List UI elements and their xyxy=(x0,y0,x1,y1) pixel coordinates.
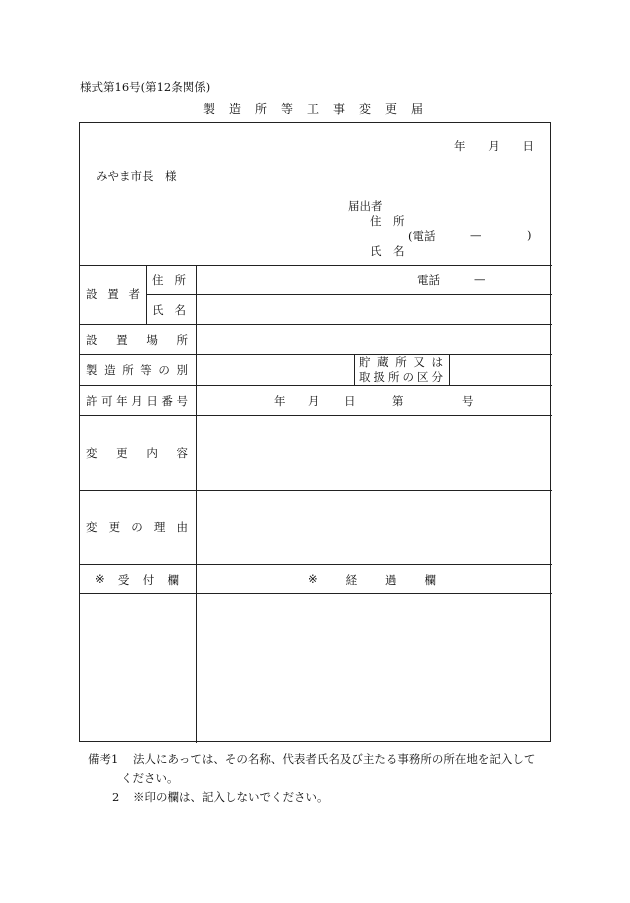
rule-label-column xyxy=(196,265,197,743)
installation-place-wrap xyxy=(86,332,188,348)
rule-type-split-left xyxy=(354,354,355,385)
notifier-phone-dash: — xyxy=(470,228,482,242)
progress-wrap xyxy=(308,572,436,588)
change-content-label: 変 更 内 容 xyxy=(86,446,188,460)
date-line xyxy=(454,138,534,154)
installer-address-wrap xyxy=(152,272,186,288)
rule-permit-bottom xyxy=(80,415,552,416)
installer-label-wrap xyxy=(86,286,140,302)
permit-label-wrap xyxy=(86,393,188,409)
form-title: 製 造 所 等 工 事 変 更 届 xyxy=(202,102,427,116)
permit-year-label: 年 xyxy=(274,394,286,408)
notifier-phone-close: ) xyxy=(527,228,532,242)
storage-category-line2: 取 扱 所 の 区 分 xyxy=(359,370,443,384)
date-year-label: 年 xyxy=(454,139,466,153)
change-reason-label: 変 更 の 理 由 xyxy=(86,520,188,534)
rule-office-header-bottom xyxy=(80,593,552,594)
progress-column-header: ※ 経 過 欄 xyxy=(308,572,436,587)
rule-reason-bottom xyxy=(80,564,552,565)
permit-month-label: 月 xyxy=(308,394,320,408)
note-2-label: 2 xyxy=(112,790,120,804)
installer-name-wrap xyxy=(152,302,186,318)
installer-name-label: 氏 名 xyxy=(152,303,186,317)
reception-wrap xyxy=(95,572,179,588)
storage-line2-wrap xyxy=(359,369,443,385)
storage-category-line1: 貯 蔵 所 又 は xyxy=(359,355,443,369)
installer-label: 設 置 者 xyxy=(86,287,140,301)
storage-line1-wrap xyxy=(359,354,443,370)
rule-change-bottom xyxy=(80,490,552,491)
rule-installer-split xyxy=(146,265,147,324)
notifier-phone-open: (電話 xyxy=(408,229,436,243)
notifier-label: 届出者 xyxy=(348,199,383,213)
rule-header-bottom xyxy=(80,265,552,266)
installer-address-label: 住 所 xyxy=(152,273,186,287)
notifier-address-label: 住 所 xyxy=(370,214,405,228)
form-number: 様式第16号(第12条関係) xyxy=(80,80,211,94)
date-day-label: 日 xyxy=(522,139,534,153)
facility-type-wrap xyxy=(86,362,188,378)
permit-day-label: 日 xyxy=(344,394,356,408)
permit-go-label: 号 xyxy=(462,394,474,408)
change-content-wrap xyxy=(86,445,188,461)
addressee: みやま市長 様 xyxy=(96,169,177,183)
installer-phone-label: 電話 xyxy=(417,273,440,287)
rule-installer-bottom xyxy=(80,324,552,325)
permit-dai-label: 第 xyxy=(392,394,404,408)
note-2-text: ※印の欄は、記入しないでください。 xyxy=(133,790,329,804)
rule-type-split-right xyxy=(449,354,450,385)
facility-type-label: 製 造 所 等 の 別 xyxy=(86,363,188,377)
rule-type-bottom xyxy=(80,385,552,386)
date-month-label: 月 xyxy=(488,139,500,153)
reception-column-header: ※ 受 付 欄 xyxy=(95,572,179,587)
note-1-label: 備考1 xyxy=(88,752,119,766)
rule-place-bottom xyxy=(80,354,552,355)
change-reason-wrap xyxy=(86,519,188,535)
form-table xyxy=(79,122,551,742)
rule-installer-mid xyxy=(146,294,552,295)
note-1-continuation: ください。 xyxy=(121,771,179,785)
installer-phone-dash: — xyxy=(474,272,486,286)
installation-place-label: 設 置 場 所 xyxy=(86,333,188,347)
permit-date-number-label: 許 可 年 月 日 番 号 xyxy=(86,394,188,408)
note-1-text: 法人にあっては、その名称、代表者氏名及び主たる事務所の所在地を記入して xyxy=(133,752,536,766)
notifier-name-label: 氏 名 xyxy=(370,244,405,258)
